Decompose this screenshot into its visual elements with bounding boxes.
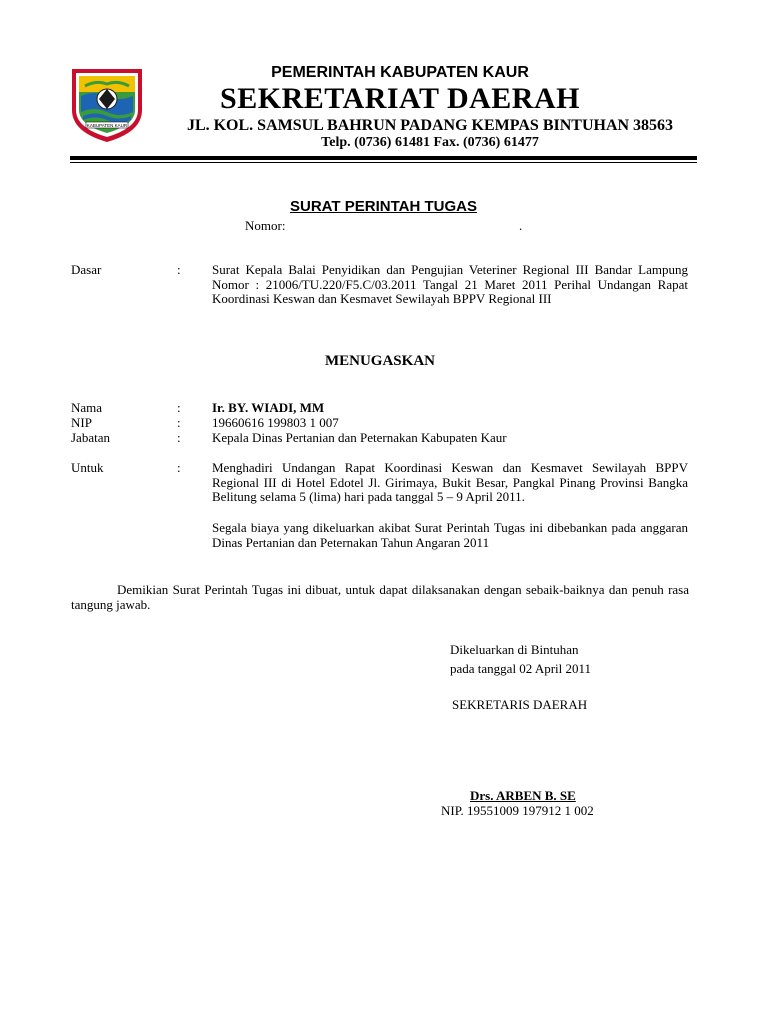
dasar-label: Dasar	[71, 262, 102, 277]
untuk-colon: :	[177, 460, 181, 475]
field-row-jabatan	[71, 431, 691, 446]
header-address: JL. KOL. SAMSUL BAHRUN PADANG KEMPAS BINTUHAN 38563	[186, 117, 674, 134]
regency-emblem-logo	[68, 66, 146, 144]
untuk-text-2: Segala biaya yang dikeluarkan akibat Surat Perintah Tugas ini dibebankan pada anggaran Dinas Pertanian dan Peternakan Tahun Angaran 2011	[212, 520, 688, 550]
dasar-row	[71, 263, 691, 323]
document-number-label: Nomor:	[245, 218, 286, 233]
menugaskan-heading: MENUGASKAN	[324, 353, 435, 369]
field-row-nip	[71, 416, 691, 431]
field-value-nama: Ir. BY. WIADI, MM	[212, 400, 325, 415]
field-row-nama	[71, 401, 691, 416]
issued-date: pada tanggal 02 April 2011	[450, 661, 592, 676]
header-phone-fax: Telp. (0736) 61481 Fax. (0736) 61477	[321, 135, 539, 150]
signatory-position: SEKRETARIS DAERAH	[452, 697, 588, 712]
document-title-text: SURAT PERINTAH TUGAS	[290, 198, 477, 215]
header-divider-thick	[70, 156, 697, 160]
closing-text: Demikian Surat Perintah Tugas ini dibuat, untuk dapat dilaksanakan dengan sebaik-baiknya dan penuh rasa tangung jawab.	[71, 582, 689, 612]
field-value-nip: 19660616 199803 1 007	[212, 415, 339, 430]
document-number-end: .	[519, 218, 523, 233]
field-colon: :	[177, 400, 181, 415]
header-office-name: SEKRETARIAT DAERAH	[220, 82, 580, 115]
field-label: NIP	[71, 415, 92, 430]
signatory-nip: NIP. 19551009 197912 1 002	[441, 803, 594, 818]
issued-place: Dikeluarkan di Bintuhan	[450, 642, 579, 657]
header-divider-thin	[70, 162, 697, 163]
header-government-name: PEMERINTAH KABUPATEN KAUR	[271, 64, 529, 81]
untuk-text-1: Menghadiri Undangan Rapat Koordinasi Keswan dan Kesmavet Sewilayah BPPV Regional III di Hotel Edotel Jl. Girimaya, Bukit Besar, Pangkal Pinang Provinsi Bangka Belitung selama 5 (lima) hari pada tanggal 5 – 9 April 2011.	[212, 460, 688, 504]
field-label: Jabatan	[71, 430, 110, 445]
logo-ribbon-text: KABUPATEN KAUR	[86, 123, 128, 128]
dasar-text: Surat Kepala Balai Penyidikan dan Pengujian Veteriner Regional III Bandar Lampung Nomor : 21006/TU.220/F5.C/03.2011 Tangal 21 Maret 2011 Perihal Undangan Rapat Koordinasi Keswan dan Kesmavet Sewilayah BPPV Regional III	[212, 262, 688, 306]
field-colon: :	[177, 430, 181, 445]
field-label: Nama	[71, 400, 103, 415]
field-colon: :	[177, 415, 181, 430]
document-title	[70, 198, 697, 215]
field-value-jabatan: Kepala Dinas Pertanian dan Peternakan Kabupaten Kaur	[212, 430, 507, 445]
signatory-name: Drs. ARBEN B. SE	[470, 788, 576, 803]
closing-paragraph	[71, 582, 689, 612]
dasar-colon: :	[177, 262, 181, 277]
untuk-row	[71, 461, 691, 561]
untuk-label: Untuk	[71, 460, 104, 475]
